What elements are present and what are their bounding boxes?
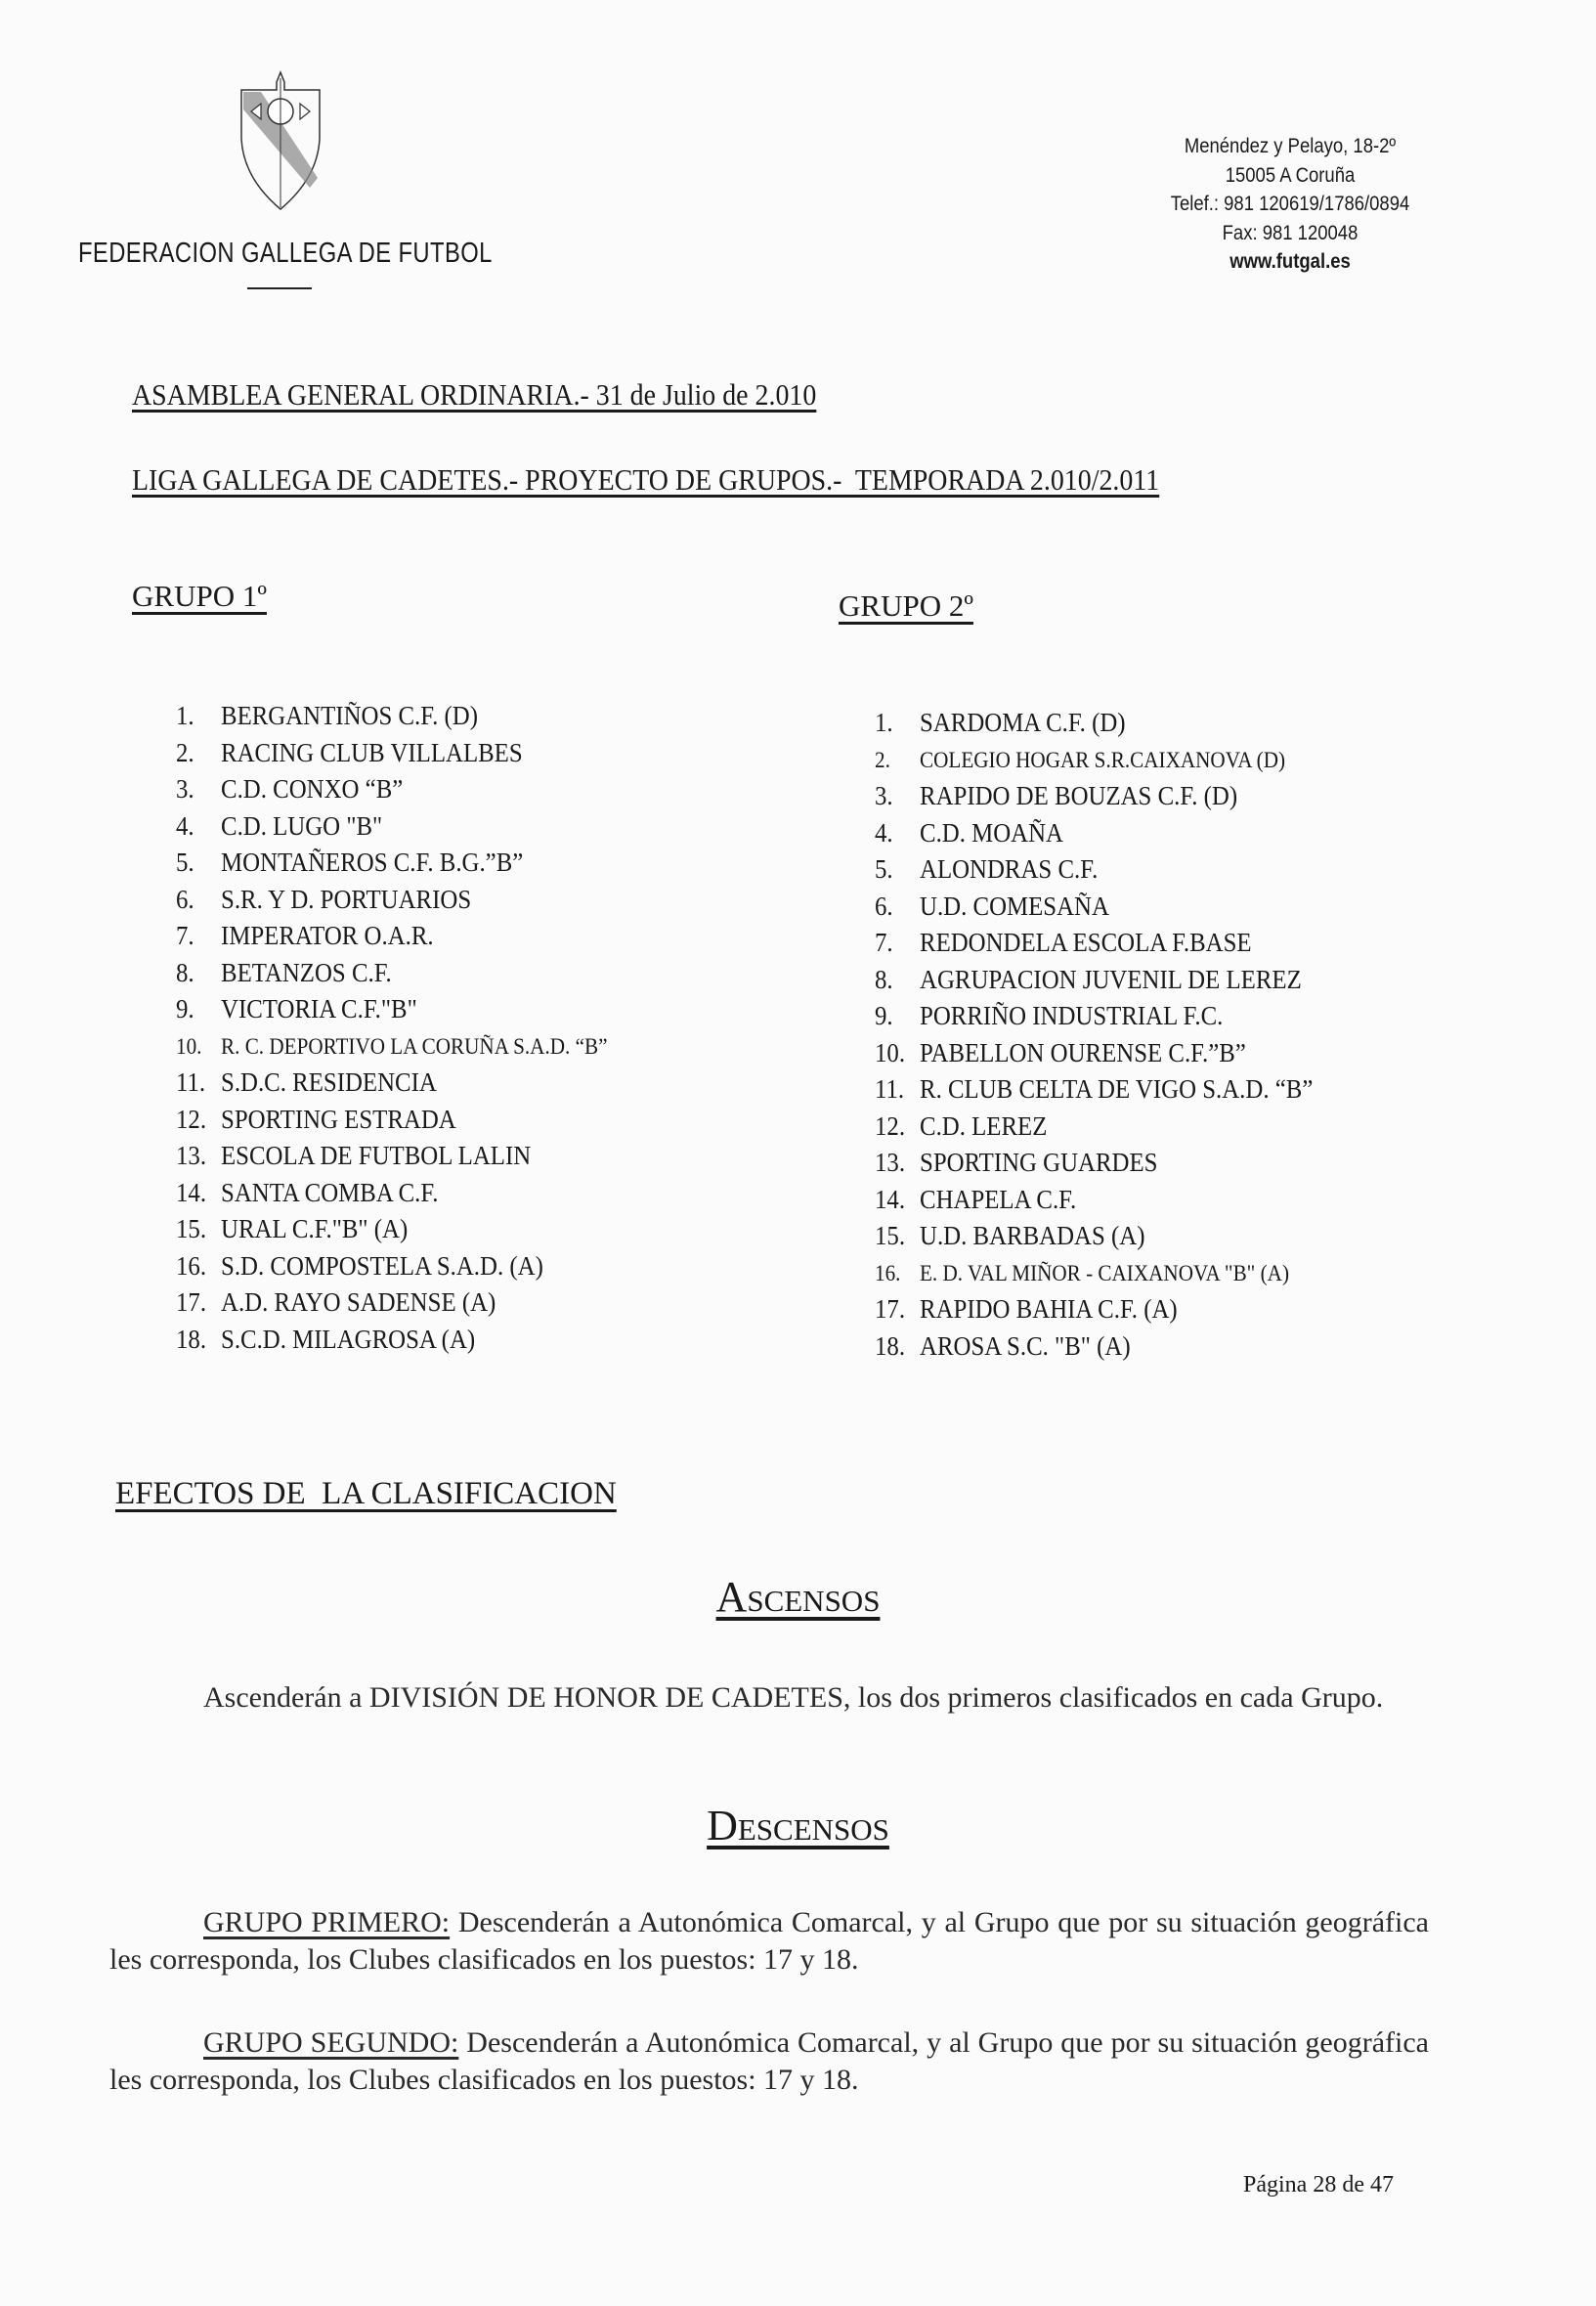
team-list-item	[176, 808, 608, 846]
team-rank: 16.	[875, 1260, 901, 1285]
team-name: REDONDELA ESCOLA F.BASE	[920, 928, 1252, 957]
team-list-item	[875, 851, 1313, 889]
document-subtitle: LIGA GALLEGA DE CADETES.- PROYECTO DE GRUPOS.- TEMPORADA 2.010/2.011	[132, 462, 1160, 497]
team-rank: 15.	[176, 1214, 207, 1243]
team-rank: 1.	[176, 701, 194, 730]
team-list-item	[176, 1211, 608, 1248]
team-name: BERGANTIÑOS C.F. (D)	[221, 701, 478, 730]
team-list-item	[176, 1175, 608, 1212]
team-rank: 9.	[875, 1001, 893, 1030]
team-list-item	[176, 1322, 608, 1359]
team-list-item	[176, 735, 608, 772]
team-list-item	[875, 1328, 1313, 1366]
team-rank: 3.	[875, 781, 893, 810]
team-rank: 13.	[875, 1148, 906, 1177]
team-list-item	[875, 1218, 1313, 1255]
team-name: MONTAÑEROS C.F. B.G.”B”	[221, 848, 524, 877]
team-list-item	[875, 815, 1313, 852]
address-line: Menéndez y Pelayo, 18-2º	[1184, 135, 1397, 157]
team-name: A.D. RAYO SADENSE (A)	[221, 1287, 496, 1317]
group-primero-text: Descenderán a Autonómica Comarcal, y al Grupo que por su situación geográfica les corresponda, los Clubes clasificados en los puestos: 17 y 18.	[109, 1906, 1429, 1976]
team-name: C.D. LUGO "B"	[221, 810, 383, 841]
team-rank: 16.	[176, 1250, 207, 1281]
group-1-team-list	[176, 698, 645, 1358]
team-name: S.C.D. MILAGROSA (A)	[221, 1324, 476, 1354]
team-name: RAPIDO DE BOUZAS C.F. (D)	[920, 781, 1238, 810]
team-rank: 8.	[875, 964, 893, 994]
descensos-group-1-paragraph	[109, 1904, 1429, 1979]
team-rank: 18.	[176, 1324, 207, 1354]
team-list-item	[875, 925, 1313, 962]
team-rank: 7.	[875, 928, 893, 957]
team-list-item	[875, 1035, 1313, 1072]
divider	[247, 287, 312, 289]
team-name: SANTA COMBA C.F.	[221, 1177, 439, 1207]
group-1-heading: GRUPO 1º	[132, 579, 267, 613]
team-list-item	[176, 1248, 608, 1285]
team-rank: 15.	[875, 1221, 906, 1250]
group-primero-label: GRUPO PRIMERO:	[203, 1906, 451, 1938]
team-name: C.D. MOAÑA	[920, 817, 1063, 848]
page-number: Página 28 de 47	[1243, 2172, 1394, 2197]
team-name: PORRIÑO INDUSTRIAL F.C.	[920, 1001, 1224, 1030]
team-rank: 8.	[176, 957, 194, 987]
team-list-item	[176, 882, 608, 919]
federation-logo	[239, 70, 324, 213]
team-rank: 2.	[875, 747, 890, 772]
contact-address	[1170, 132, 1410, 277]
team-list-item	[875, 1145, 1313, 1182]
team-name: R. C. DEPORTIVO LA CORUÑA S.A.D. “B”	[221, 1033, 608, 1059]
team-list-item	[176, 698, 608, 735]
team-rank: 11.	[176, 1067, 206, 1097]
ascensos-heading: Ascensos	[715, 1573, 881, 1621]
team-list-item	[875, 998, 1313, 1035]
team-rank: 4.	[875, 817, 893, 848]
team-rank: 17.	[875, 1294, 906, 1324]
team-name: C.D. CONXO “B”	[221, 774, 404, 804]
team-list-item	[176, 991, 608, 1028]
team-rank: 13.	[176, 1141, 207, 1170]
team-name: ESCOLA DE FUTBOL LALIN	[221, 1141, 532, 1170]
team-name: E. D. VAL MIÑOR - CAIXANOVA "B" (A)	[920, 1260, 1289, 1285]
address-phone: Telef.: 981 120619/1786/0894	[1170, 193, 1410, 215]
team-list-item	[875, 778, 1313, 815]
team-name: CHAPELA C.F.	[920, 1184, 1077, 1214]
descensos-group-2-paragraph	[109, 2024, 1429, 2099]
team-name: AGRUPACION JUVENIL DE LEREZ	[920, 964, 1302, 994]
team-rank: 6.	[176, 884, 194, 914]
team-rank: 5.	[176, 848, 194, 877]
team-list-item	[176, 1138, 608, 1175]
team-name: VICTORIA C.F."B"	[221, 994, 417, 1023]
group-segundo-label: GRUPO SEGUNDO:	[203, 2026, 459, 2059]
team-name: C.D. LEREZ	[920, 1110, 1048, 1141]
team-rank: 12.	[875, 1110, 906, 1141]
team-list-item	[875, 742, 1313, 779]
address-city: 15005 A Coruña	[1225, 163, 1356, 187]
organization-name: FEDERACION GALLEGA DE FUTBOL	[78, 238, 493, 269]
team-rank: 3.	[176, 774, 194, 804]
group-2-heading: GRUPO 2º	[839, 588, 973, 623]
team-list-item	[176, 1102, 608, 1139]
ascensos-paragraph	[109, 1679, 1429, 1717]
team-rank: 7.	[176, 921, 194, 950]
team-name: U.D. BARBADAS (A)	[920, 1221, 1145, 1250]
team-list-item	[176, 771, 608, 808]
team-rank: 18.	[875, 1330, 906, 1361]
address-fax: Fax: 981 120048	[1222, 221, 1359, 244]
website-link[interactable]: www.futgal.es	[1229, 250, 1351, 273]
team-rank: 6.	[875, 891, 893, 921]
team-name: COLEGIO HOGAR S.R.CAIXANOVA (D)	[920, 747, 1286, 772]
descensos-heading: Descensos	[707, 1802, 889, 1849]
team-rank: 9.	[176, 994, 194, 1023]
team-list-item	[176, 1065, 608, 1102]
team-name: AROSA S.C. "B" (A)	[920, 1330, 1131, 1361]
team-name: U.D. COMESAÑA	[920, 891, 1109, 921]
team-list-item	[875, 1255, 1313, 1292]
team-rank: 5.	[875, 854, 893, 884]
team-rank: 1.	[875, 708, 893, 737]
team-name: S.R. Y D. PORTUARIOS	[221, 884, 472, 914]
group-2-team-list	[875, 705, 1351, 1365]
team-list-item	[875, 1182, 1313, 1219]
team-name: SPORTING GUARDES	[920, 1148, 1158, 1177]
team-rank: 11.	[875, 1074, 905, 1104]
team-name: RACING CLUB VILLALBES	[221, 737, 523, 767]
team-list-item	[875, 962, 1313, 999]
team-rank: 12.	[176, 1104, 207, 1134]
team-list-item	[176, 845, 608, 882]
team-rank: 4.	[176, 810, 194, 841]
team-name: RAPIDO BAHIA C.F. (A)	[920, 1294, 1178, 1324]
team-list-item	[176, 918, 608, 955]
team-name: S.D.C. RESIDENCIA	[221, 1067, 437, 1097]
team-name: BETANZOS C.F.	[221, 957, 392, 987]
team-name: S.D. COMPOSTELA S.A.D. (A)	[221, 1250, 543, 1281]
team-rank: 2.	[176, 737, 194, 767]
team-rank: 10.	[176, 1033, 202, 1059]
team-rank: 10.	[875, 1037, 906, 1067]
team-name: IMPERATOR O.A.R.	[221, 921, 434, 950]
effects-heading: EFECTOS DE LA CLASIFICACION	[115, 1476, 617, 1511]
team-rank: 14.	[176, 1177, 207, 1207]
group-segundo-text: Descenderán a Autonómica Comarcal, y al Grupo que por su situación geográfica les corresponda, los Clubes clasificados en los puestos: 17 y 18.	[109, 2026, 1429, 2096]
team-name: SARDOMA C.F. (D)	[920, 708, 1126, 737]
team-rank: 17.	[176, 1287, 207, 1317]
team-name: SPORTING ESTRADA	[221, 1104, 456, 1134]
team-list-item	[875, 1071, 1313, 1109]
team-list-item	[176, 1028, 608, 1066]
team-list-item	[875, 1291, 1313, 1328]
team-list-item	[176, 1284, 608, 1322]
team-rank: 14.	[875, 1184, 906, 1214]
team-list-item	[176, 955, 608, 992]
team-name: PABELLON OURENSE C.F.”B”	[920, 1037, 1246, 1067]
team-list-item	[875, 1109, 1313, 1146]
document-title: ASAMBLEA GENERAL ORDINARIA.- 31 de Julio de 2.010	[132, 377, 817, 412]
team-list-item	[875, 889, 1313, 926]
ascensos-text: Ascenderán a DIVISIÓN DE HONOR DE CADETES, los dos primeros clasificados en cada Grupo.	[203, 1681, 1384, 1714]
team-list-item	[875, 705, 1313, 742]
team-name: ALONDRAS C.F.	[920, 854, 1099, 884]
team-name: URAL C.F."B" (A)	[221, 1214, 409, 1243]
team-name: R. CLUB CELTA DE VIGO S.A.D. “B”	[920, 1074, 1314, 1104]
